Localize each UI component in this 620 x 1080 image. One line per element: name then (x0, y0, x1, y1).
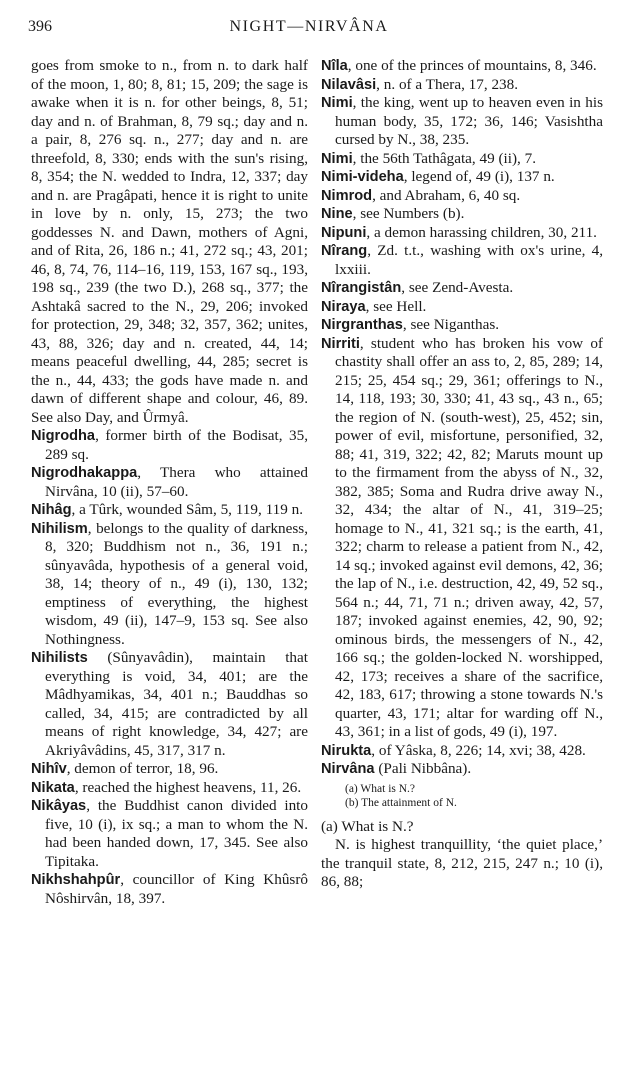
index-entry (321, 742, 603, 761)
index-entry (321, 168, 603, 187)
index-entry (31, 779, 308, 798)
entry-text: , belongs to the quality of darkness, 8, 320; Buddhism not n., 36, 191 n.; sûnyavâda, hypothesis of a general void, 38, 14; theory of n., 49 (i), 130, 132; emptiness of everything, the highest wisdom, 49 (ii), 147–9, 153 sq. See also Nothingness. (45, 519, 308, 648)
entry-headword: Nimi-videha (321, 169, 404, 185)
entry-text: , n. of a Thera, 17, 238. (376, 75, 519, 93)
entry-text: , one of the princes of mountains, 8, 346. (347, 57, 597, 74)
entry-text: , see Niganthas. (402, 316, 500, 333)
index-entry (31, 797, 308, 871)
section-heading: (a) What is N.? (321, 817, 414, 835)
index-entry (31, 57, 308, 427)
entry-text: , legend of, 49 (i), 137 n. (403, 168, 555, 185)
entry-headword: Nimi (321, 95, 353, 111)
entry-text: , and Abraham, 6, 40 sq. (372, 186, 521, 204)
subsection-item: (b) The attainment of N. (345, 796, 457, 809)
subsection-list (321, 782, 603, 810)
entry-headword: Nihilism (31, 520, 88, 537)
entry-headword: Nîrangistân (321, 280, 402, 296)
entry-headword: Nine (321, 206, 353, 222)
entry-text: , Zd. t.t., washing with ox's urine, 4, lxxiii. (335, 242, 603, 278)
entry-headword: Nirriti (321, 335, 360, 352)
index-entry (321, 76, 603, 95)
entry-headword: Nihîv (31, 761, 67, 777)
index-entry (321, 224, 603, 243)
entry-text: , Thera who attained Nirvâna, 10 (ii), 57–60. (45, 464, 308, 500)
index-entry (31, 427, 308, 464)
entry-text: , see Numbers (b). (352, 205, 465, 222)
entry-headword: Nirvâna (321, 761, 375, 777)
entry-text: , the 56th Tathâgata, 49 (ii), 7. (352, 149, 537, 167)
entry-text: , former birth of the Bodisat, 35, 289 sq. (45, 427, 308, 463)
entry-headword: Nikâyas (31, 798, 87, 814)
index-entry (321, 187, 603, 206)
entry-text: , see Hell. (365, 297, 427, 315)
entry-headword: Niraya (321, 298, 366, 315)
entry-headword: Nîrang (321, 243, 368, 259)
entry-headword: Nimrod (321, 187, 373, 204)
page-number: 396 (28, 18, 52, 35)
entry-headword: Nikata (31, 779, 75, 796)
index-entry (321, 279, 603, 298)
index-entry (321, 298, 603, 317)
index-entry (31, 520, 308, 650)
index-entry (321, 205, 603, 224)
entry-headword: Nikhshahpûr (31, 872, 121, 888)
index-entry (31, 464, 308, 501)
entry-headword: Nilavâsi (321, 76, 377, 93)
entry-text: , reached the highest heavens, 11, 26. (74, 778, 302, 796)
entry-text: , a Tûrk, wounded Sâm, 5, 119, 119 n. (71, 501, 303, 518)
entry-text: (Pali Nibbâna). (374, 760, 472, 777)
index-entry (321, 57, 603, 76)
index-entry (31, 649, 308, 760)
entry-headword: Nigrodha (31, 428, 96, 444)
index-entry (321, 760, 603, 779)
right-column (321, 57, 603, 892)
entry-text: , councillor of King Khûsrô Nôshirvân, 18, 397. (45, 871, 308, 907)
index-entry (321, 150, 603, 169)
section-text: N. is highest tranquillity, ‘the quiet place,’ the tranquil state, 8, 212, 215, 247 n.; 10 (i), 86, 88; (321, 836, 603, 890)
entry-headword: Nimi (321, 150, 353, 167)
entry-text: , the king, went up to heaven even in his human body, 35, 172; 36, 146; Vasishtha cursed by N., 38, 235. (335, 94, 603, 148)
entry-text: , a demon harassing children, 30, 211. (366, 223, 597, 241)
entry-text: , the Buddhist canon divided into five, 10 (i), ix sq.; a man to whom the N. had been handed down, 17, 345. See also Tipitaka. (45, 797, 308, 870)
entry-headword: Nirukta (321, 742, 372, 759)
index-entry (31, 871, 308, 908)
index-entry (321, 316, 603, 335)
entry-text: , see Zend-Avesta. (401, 279, 514, 296)
entry-headword: Nigrodhakappa (31, 465, 138, 481)
entry-text: (Sûnyavâdin), maintain that everything is void, 34, 401; are the Mâdhyamikas, 34, 401 n.; Bauddhas so called, 34, 415; are contradicted by all means of right knowledge, 34, 427; are Akriyâvâdins, 45, 317, 317 n. (45, 649, 308, 759)
entry-text: , demon of terror, 18, 96. (66, 760, 219, 777)
index-entry (321, 94, 603, 150)
entry-headword: Nihilists (31, 650, 88, 666)
entry-text: , of Yâska, 8, 226; 14, xvi; 38, 428. (371, 741, 586, 759)
entry-headword: Nihâg (31, 502, 72, 518)
index-entry (31, 760, 308, 779)
entry-text: , student who has broken his vow of chastity shall offer an ass to, 2, 85, 289; 14, 215; 25, 454 sq.; 29, 361; offerings to N., 14, 118, 193; 30, 330; 41, 43 sq., 43 n., 65; the region of N. (south-west), 25, 452; sin, power of evil, misfortune, personified, 32, 88; 41, 319, 322; 42, 82; Maruts mount up to the firmament from the abyss of N., 32, 382, 385; Soma and Rudra drive away N., 32, 434; the altar of N., 41, 319–25; homage to N., 41, 321 sq.; is the earth, 41, 322; charm to release a patient from N., 42, 14 sq.; invoked against evil demons, 42, 36; the lap of N., i.e. destruction, 42, 49, 52 sq., 564 n.; 44, 71, 71 n.; driven away, 42, 57, 187; invoked against enemies, 42, 90, 92; ominous birds, the messengers of N., 42, 166 sq.; the golden-locked N. worshipped, 42, 173; receives a share of the sacrifice, 42, 183, 617; throwing a stone towards N.'s quarter, 43, 171; altar for warding off N., 43, 361; in a list of gods, 49 (i), 197. (335, 334, 603, 740)
page-header (28, 18, 590, 40)
entry-headword: Nirgranthas (321, 317, 403, 333)
running-title: NIGHT—NIRVÂNA (229, 18, 389, 35)
left-column (31, 57, 308, 908)
index-entry (31, 501, 308, 520)
entry-headword: Nipuni (321, 224, 367, 241)
entry-headword: Nîla (321, 58, 348, 74)
index-entry (321, 335, 603, 742)
index-entry (321, 242, 603, 279)
entry-text: goes from smoke to n., from n. to dark half of the moon, 1, 80; 8, 81; 15, 209; the sage is awake when it is n. for other beings, 8, 51; day and n. of Brahman, 8, 79 sq.; day and n. a pair, 8, 276 sq. n., 277; day and n. are threefold, 8, 330; ends with the sun's rising, 8, 354; the N. wedded to Indra, 12, 337; day and n. are Pragâpati, hence it is right to unite in love by n. only, 15, 273; the two goddesses N. and Dawn, mothers of Agni, and of Rita, 26, 186 n.; 41, 272 sq.; 43, 201; 46, 8, 74, 76, 114–16, 119, 153, 167 sq., 193, 198 sq., 239 (the two D.), 268 sq., 377; the Ashtakâ sacred to the N., 29, 206; invoked for protection, 29, 348; 32, 357, 362; unites, 43, 88, 326; day and n. created, 44, 14; means peaceful dwelling, 44, 285; secret is the n., 44, 433; the gods have made n. and dawn of different shape and colour, 46, 89. See also Day, and Ûrmyâ. (31, 57, 308, 426)
subsection-item: (a) What is N.? (345, 782, 416, 795)
